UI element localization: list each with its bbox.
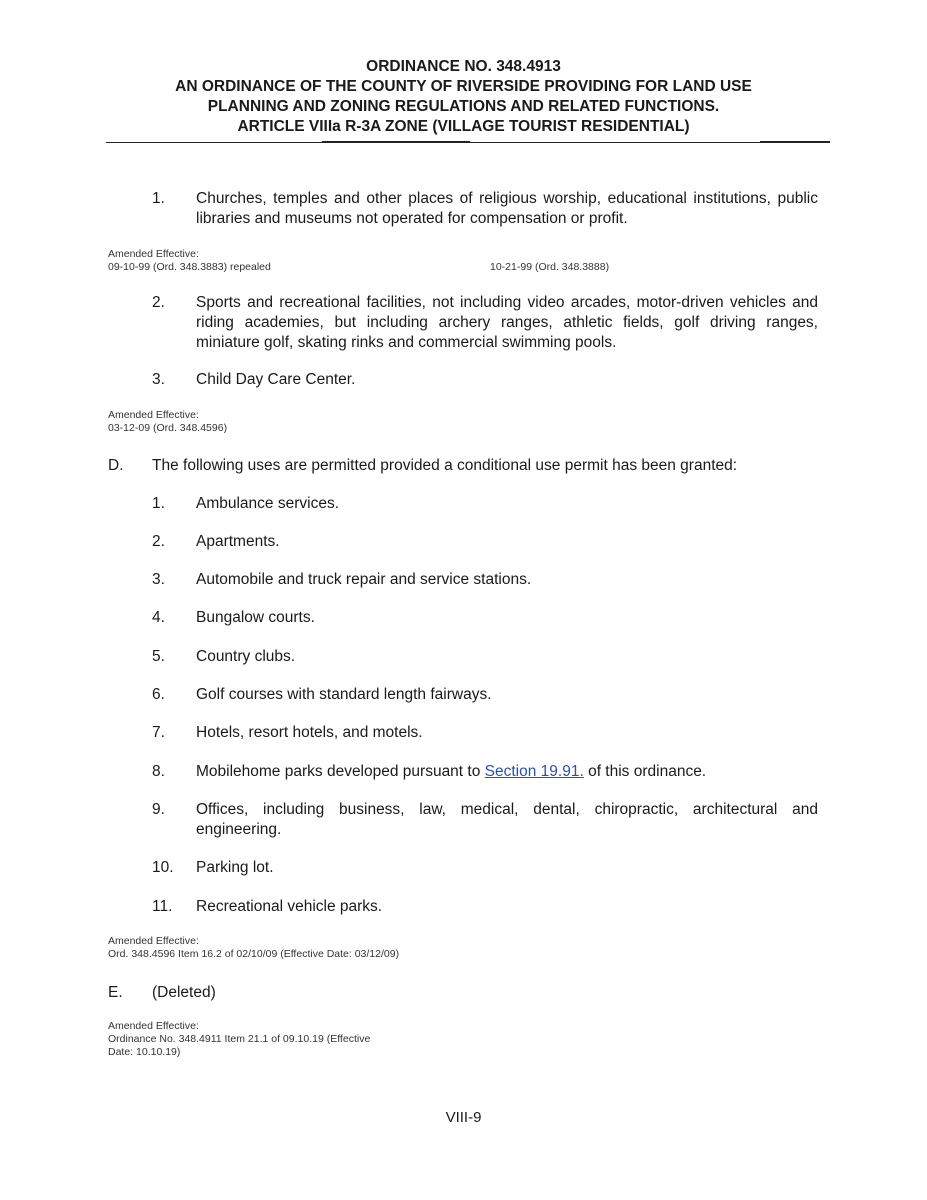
header-divider-accent bbox=[322, 141, 470, 143]
ordinance-title-line-1: AN ORDINANCE OF THE COUNTY OF RIVERSIDE PROVIDING FOR LAND USE bbox=[175, 78, 752, 95]
header-divider-accent-right bbox=[760, 141, 830, 143]
ordinance-number: ORDINANCE NO. 348.4913 bbox=[366, 58, 561, 75]
article-title: ARTICLE VIIIa R-3A ZONE (VILLAGE TOURIST RESIDENTIAL) bbox=[237, 118, 690, 135]
amendment-note: Amended Effective: 03-12-09 (Ord. 348.4596) bbox=[108, 409, 228, 434]
page-number: VIII-9 bbox=[445, 1109, 482, 1126]
section-19-91-link[interactable]: Section 19.91. bbox=[484, 763, 584, 780]
amendment-note: Amended Effective: Ordinance No. 348.4911 Item 21.1 of 09.10.19 (Effective Date: 10.10.19) bbox=[108, 1020, 371, 1058]
amendment-note: Amended Effective: Ord. 348.4596 Item 16.2 of 02/10/09 (Effective Date: 03/12/09) bbox=[108, 935, 400, 960]
amendment-note-right: 10-21-99 (Ord. 348.3888) bbox=[490, 261, 610, 273]
amendment-note: Amended Effective: 09-10-99 (Ord. 348.3883) repealed bbox=[108, 248, 271, 273]
ordinance-title-line-2: PLANNING AND ZONING REGULATIONS AND RELATED FUNCTIONS. bbox=[207, 98, 720, 115]
document-header bbox=[0, 57, 927, 137]
